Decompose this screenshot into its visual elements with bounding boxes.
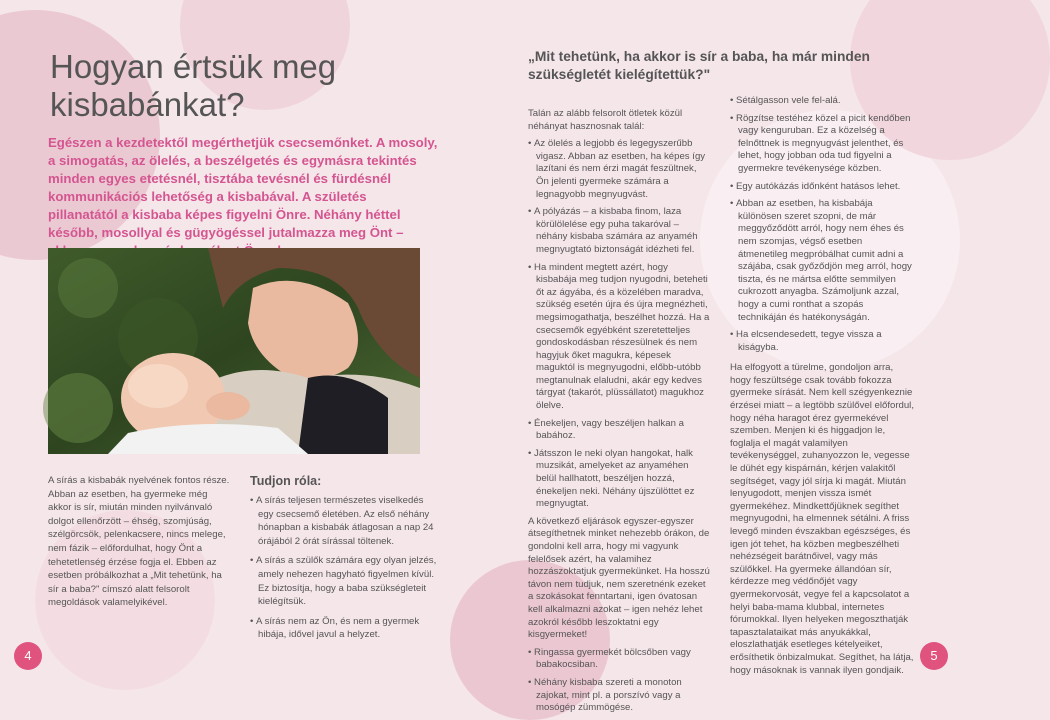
list-item: • A sírás teljesen természetes viselkedés egy csecsemő életében. Az első néhány hónapban a kisbabák átlagosan a nap 24 órájából 2 órát sírással töltenek. [250, 494, 438, 548]
list-item: • Ringassa gyermekét bölcsőben vagy babakocsiban. [528, 647, 710, 672]
tips-list [528, 138, 710, 511]
page-number-right: 5 [920, 642, 948, 670]
list-item: • A pólyázás – a kisbaba finom, laza körülölelése egy puha takaróval – néhány kisbaba számára az anyaméh megnyugtató biztonságát idézheti fel. [528, 206, 710, 256]
column-intro: Talán az alább felsorolt ötletek közül néhányat hasznosnak talál: [528, 108, 683, 132]
list-item: • Ha elcsendesedett, tegye vissza a kiságyba. [730, 329, 914, 354]
text-column-2 [528, 108, 710, 720]
mother-baby-photo [48, 248, 420, 454]
know-list [250, 494, 438, 642]
photo-illustration [48, 248, 420, 454]
section-heading: „Mit tehetünk, ha akkor is sír a baba, ha már minden szükségletét kielégítettük?" [528, 49, 870, 82]
intro-paragraph: Egészen a kezdetektől megérthetjük csecsemőnket. A mosoly, a simogatás, az ölelés, a beszélgetés és egymásra tekintés minden egyes etetésnél, tisztába tevésnél és fürdésnél kommunikációs lehetőség a kisbabával. A születés pillanatától a kisbaba képes figyelni Önre. Néhány héttel később, mosollyal és gügyögéssel jutalmazza meg Önt – [48, 135, 438, 240]
know-title: Tudjon róla: [250, 474, 322, 488]
list-item: • Játsszon le neki olyan hangokat, halk muzsikát, amelyeket az anyaméhen belül hallhatott, beszéljen hozzá, énekeljen neki. Néhány újszülöttet ez megnyugtat. [528, 448, 710, 511]
list-item: • Néhány kisbaba szereti a monoton zajokat, mint pl. a porszívó vagy a mosógép zümmögése. [528, 677, 710, 715]
list-item: • Énekeljen, vagy beszéljen halkan a babához. [528, 418, 710, 443]
know-box [250, 474, 438, 648]
tips-list-b [528, 647, 710, 715]
tips-list-c [730, 95, 914, 354]
list-item: • Sétálgasson vele fel-alá. [730, 95, 914, 108]
list-item: • Ha mindent megtett azért, hogy kisbabája meg tudjon nyugodni, beteheti őt az ágyába, és a közelében maradva, szükség esetén újra és újra megnézheti, megsimogathatja, beszélhet hozzá. Ha a csecsemők egyébként szeretetteljes gondoskodásban részesülnek és nem hagyjuk őket magukra, képesek maguktól is megnyugodni, előbb-utóbb megtanulnak elaludni, akár egy kedves tárgyat (takarót, plüssállatot) magukhoz ölelve. [528, 262, 710, 413]
list-item: • A sírás a szülők számára egy olyan jelzés, amely nehezen hagyható figyelmen kívül. Ez biztosítja, hogy a baba szükségleteit kielégítsük. [250, 554, 438, 608]
text-column-3 [730, 95, 914, 682]
list-item: • Abban az esetben, ha kisbabája különösen szeret szopni, de már meggyőződött arról, hogy nem éhes és nem szomjas, végső esetben átmenetileg megpróbálhat cumit adni a szájába, csak győződjön meg arról, hogy tiszta, és ne mártsa előtte semmilyen cukrozott anyagba. Számoljunk azzal, hogy a cumi ronthat a szopás technikáján és hatékonyságán. [730, 198, 914, 324]
caution-paragraph: A következő eljárások egyszer-egyszer átsegíthetnek minket nehezebb órákon, de gondolni kell arra, hogy mi vagyunk felelősek azért, ha valamihez hozzászoktatjuk gyermekünket. Ha hosszú távon nem tudjuk, nem szeretnénk ezeket a szokásokat fenntartani, igen óvatosan kell alkalmazni azokat – igen nehéz lehet azokról később leszoktatni egy kisgyermeket! [528, 515, 710, 641]
list-item: • Az ölelés a legjobb és legegyszerűbb vigasz. Abban az esetben, ha képes így lazítani és nem érzi magát feszültnek, Ön jelenti gyermeke számára a legnagyobb megnyugvást. [528, 138, 710, 201]
list-item: • A sírás nem az Ön, és nem a gyermek hibája, idővel javul a helyzet. [250, 615, 438, 642]
list-item: • Egy autókázás időnként hatásos lehet. [730, 181, 914, 194]
crying-caption: A sírás a kisbabák nyelvének fontos része. Abban az esetben, ha gyermeke még akkor is sír, miután minden nyilvánvaló dolgot ellenőrzött – éhség, szomjúság, szélgörcsök, pelenkacsere, nincs melege, nem fázik – előfordulhat, hogy Önt a tehetetlenség érzése fogja el. Ebben az esetben próbálkozhat a „Mit tehetünk, ha sír a baba?" címszó alatt felsorolt megoldások valamelyikével. [48, 475, 230, 609]
page-number-left: 4 [14, 642, 42, 670]
patience-paragraph: Ha elfogyott a türelme, gondoljon arra, hogy feszültsége csak tovább fokozza gyermeke sírását. Nem kell szégyenkeznie érzései miatt – a legtöbb szülővel előfordul, hogy néha haragot érez gyermekével szemben. Menjen ki és higgadjon le, foglalja el magát valamilyen tevékenységgel, zuhanyozzon le, vegesse le dühét egy kispárnán, kérjen valakitől segítséget, vagy jól sírja ki magát. Miután lenyugodott, menjen vissza ismét gyermekéhez. Mindkettőjüknek segíthet megnyugodni, ha elmennek sétálni. A friss levegő minden évszakban egészséges, és igen jót tehet, ha közben megbeszélheti nehézségeit barátnőivel, vagy más szülőkkel. Ha gyermeke állandóan sír, kérdezze meg védőnőjét vagy gyermekorvosát, vegye fel a kapcsolatot a helyi baba-mama klubbal, internetes fórumokkal. Ilyen helyeken megoszthatják tapasztalataikat más anyukákkal, eloszlathatják esetleges kételyeiket, erősíthetik önbizalmukat. Segíthet, ha látja, hogy másoknak is vannak ilyen gondjaik. [730, 362, 914, 676]
page-title: Hogyan értsük meg kisbabánkat? [50, 48, 337, 123]
list-item: • Rögzítse testéhez közel a picit kendőben vagy kenguruban. Ez a közelség a felnőttnek is megnyugvást jelenthet, és lehet, hogy jobban oda tud figyelni a gyermekre tevékenysége közben. [730, 113, 914, 176]
